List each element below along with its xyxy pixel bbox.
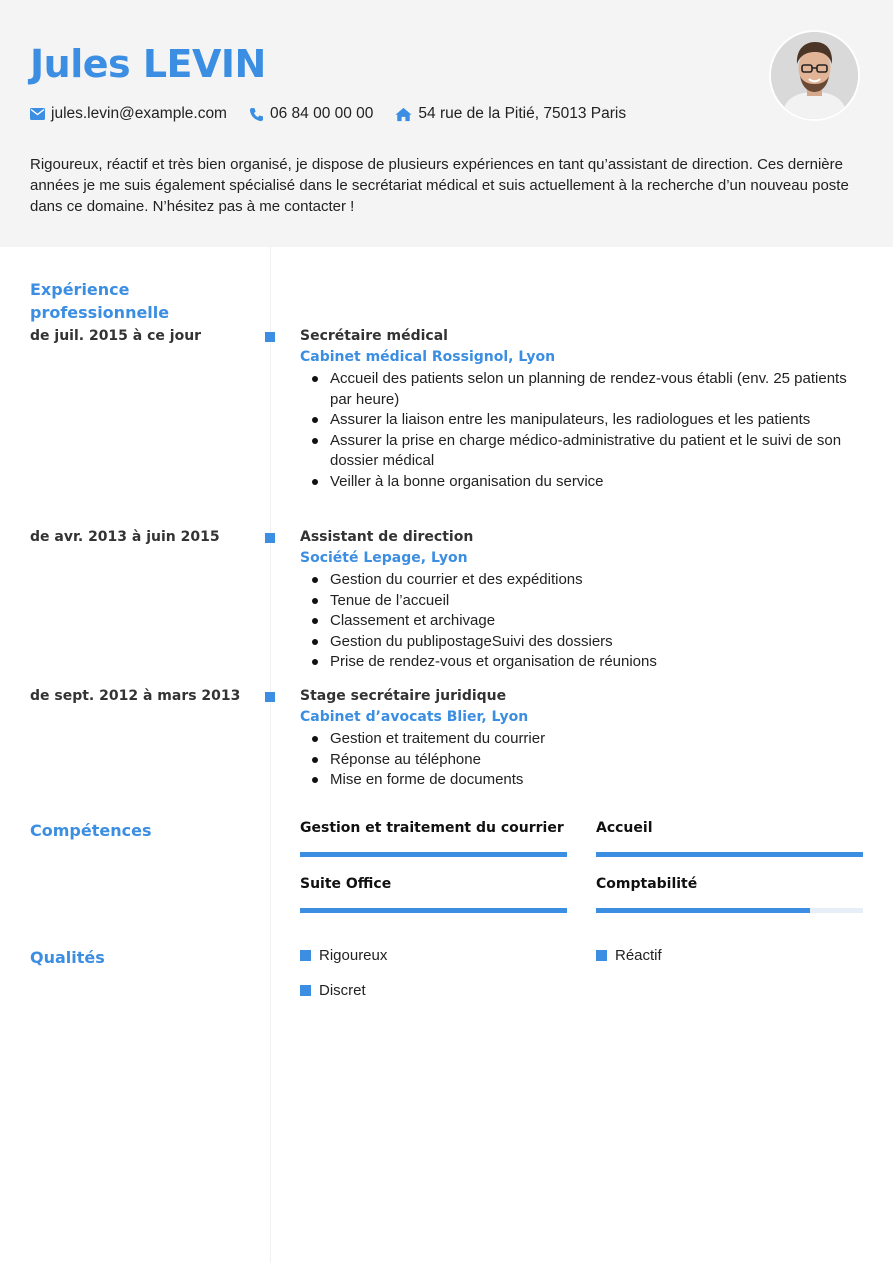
skill-level-bar (300, 852, 567, 857)
skill-name: Gestion et traitement du courrier (300, 820, 564, 836)
job-title: Stage secrétaire juridique (300, 688, 507, 704)
skill-name: Suite Office (300, 876, 392, 892)
list-item: Assurer la liaison entre les manipulateurs, les radiologues et les patients (300, 410, 860, 431)
job-tasks (300, 570, 860, 673)
profile-photo (771, 32, 858, 119)
square-bullet-icon (300, 950, 311, 961)
phone-text: 06 84 00 00 00 (269, 105, 374, 122)
skill-level-fill (596, 908, 810, 913)
square-bullet-icon (596, 950, 607, 961)
list-item: Tenue de l’accueil (300, 591, 860, 612)
list-item: Veiller à la bonne organisation du service (300, 472, 860, 493)
skill-name: Accueil (596, 820, 653, 836)
job-company: Société Lepage, Lyon (300, 550, 468, 566)
list-item: Gestion et traitement du courrier (300, 729, 860, 750)
list-item: Gestion du courrier et des expéditions (300, 570, 860, 591)
job-company: Cabinet médical Rossignol, Lyon (300, 349, 556, 365)
job-date: de avr. 2013 à juin 2015 (30, 529, 220, 545)
skill-level-bar (596, 852, 863, 857)
skill-level-fill (596, 852, 863, 857)
address-text: 54 rue de la Pitié, 75013 Paris (418, 105, 627, 122)
quality-label: Discret (319, 982, 366, 999)
timeline-marker (265, 533, 275, 543)
avatar (769, 30, 860, 121)
skill-item (596, 820, 863, 840)
skill-level-bar (300, 908, 567, 913)
list-item: Classement et archivage (300, 611, 860, 632)
job-date: de juil. 2015 à ce jour (30, 328, 202, 344)
email-text: jules.levin@example.com (51, 105, 227, 122)
skill-level-fill (300, 852, 567, 857)
section-title-qualities: Qualités (30, 948, 105, 967)
candidate-name: Jules LEVIN (30, 42, 266, 86)
skill-level-bar (596, 908, 863, 913)
contact-address (395, 105, 626, 123)
quality-item (300, 982, 366, 999)
home-icon (395, 107, 412, 122)
profile-summary: Rigoureux, réactif et très bien organisé, je dispose de plusieurs expériences en tant qu’assistant de direction. Ces dernière années je me suis également spécialisé dans le secrétariat médical et suis actuellement à la recherche d’un nouveau poste dans ce domaine. N’hésitez pas à me contacter ! (30, 156, 849, 215)
header (0, 0, 893, 247)
square-bullet-icon (300, 985, 311, 996)
job-company: Cabinet d’avocats Blier, Lyon (300, 709, 529, 725)
skill-name: Comptabilité (596, 876, 698, 892)
section-title-experience: Expérience professionnelle (30, 280, 170, 322)
list-item: Accueil des patients selon un planning de rendez-vous établi (env. 25 patients par heure) (300, 369, 860, 410)
timeline-marker (265, 332, 275, 342)
quality-label: Réactif (615, 947, 662, 964)
list-item: Réponse au téléphone (300, 750, 860, 771)
envelope-icon (30, 108, 45, 120)
skill-item (596, 876, 863, 896)
quality-label: Rigoureux (319, 947, 388, 964)
list-item: Prise de rendez-vous et organisation de réunions (300, 652, 860, 673)
skill-item (300, 820, 567, 840)
quality-item (596, 947, 662, 964)
contact-email[interactable] (30, 105, 227, 123)
list-item: Mise en forme de documents (300, 770, 860, 791)
skill-item (300, 876, 567, 896)
list-item: Assurer la prise en charge médico-administrative du patient et le suivi de son dossier médical (300, 431, 860, 472)
timeline-marker (265, 692, 275, 702)
column-divider (270, 247, 271, 1263)
phone-icon (249, 107, 264, 122)
job-title: Secrétaire médical (300, 328, 448, 344)
list-item: Gestion du publipostageSuivi des dossiers (300, 632, 860, 653)
contact-phone[interactable] (249, 105, 373, 123)
contact-info (30, 104, 648, 124)
job-title: Assistant de direction (300, 529, 474, 545)
job-date: de sept. 2012 à mars 2013 (30, 688, 241, 704)
job-tasks (300, 369, 860, 493)
skill-level-fill (300, 908, 567, 913)
quality-item (300, 947, 387, 964)
section-title-skills: Compétences (30, 821, 152, 840)
job-tasks (300, 729, 860, 791)
